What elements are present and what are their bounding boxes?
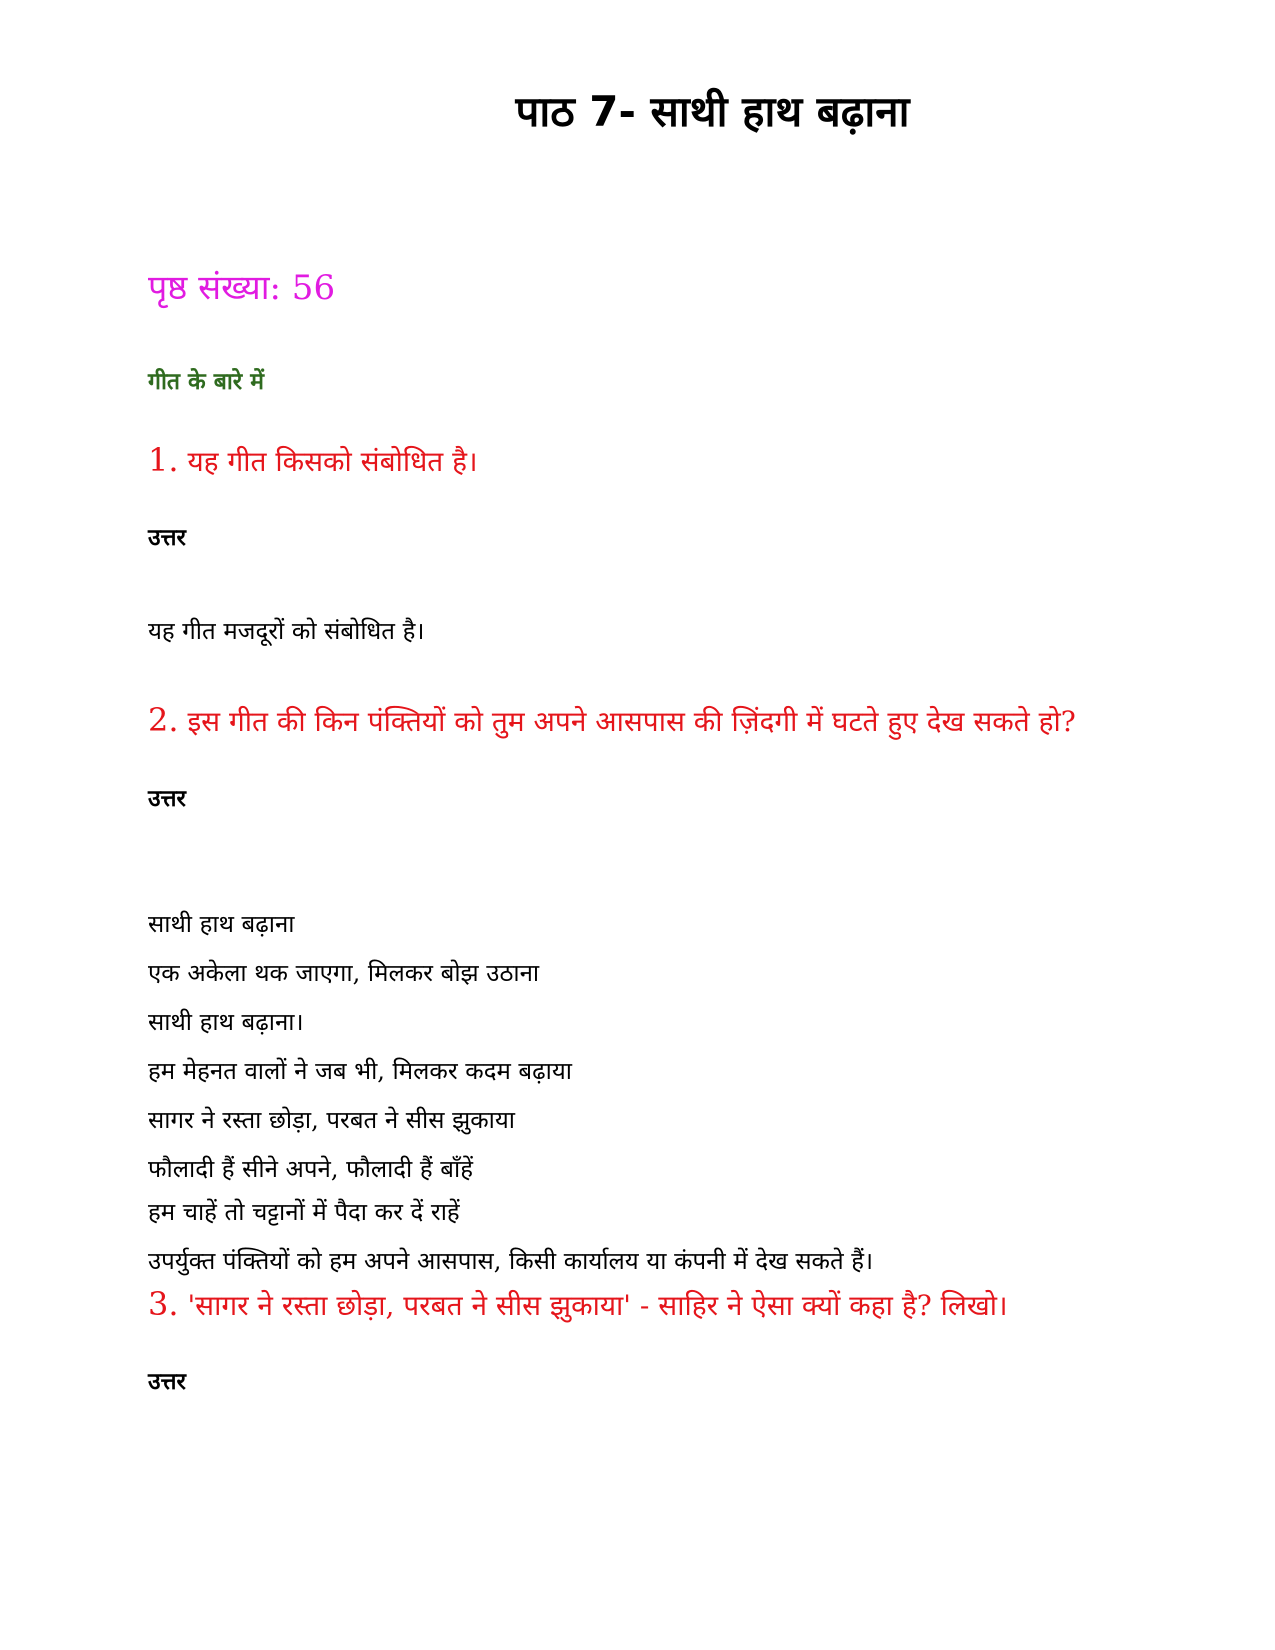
question-2-text: इस गीत की किन पंक्तियों को तुम अपने आसपास की ज़िंदगी में घटते हुए देख सकते हो? bbox=[187, 705, 1076, 738]
page-number: पृष्ठ संख्या: 56 bbox=[148, 268, 336, 308]
answer-2-line: साथी हाथ बढ़ाना bbox=[148, 910, 295, 938]
section-heading: गीत के बारे में bbox=[148, 368, 264, 395]
question-3-text: 'सागर ने रस्ता छोड़ा, परबत ने सीस झुकाया' - साहिर ने ऐसा क्यों कहा है? लिखो। bbox=[187, 1289, 1008, 1322]
answer-2-line: हम मेहनत वालों ने जब भी, मिलकर कदम बढ़ाया bbox=[148, 1057, 573, 1085]
answer-2-line: हम चाहें तो चट्टानों में पैदा कर दें राहें bbox=[148, 1198, 460, 1226]
answer-1-label: उत्तर bbox=[148, 524, 186, 551]
question-3-number: 3. bbox=[148, 1285, 179, 1323]
answer-2-label: उत्तर bbox=[148, 785, 186, 812]
answer-3-label: उत्तर bbox=[148, 1368, 186, 1395]
question-3 bbox=[148, 1284, 1008, 1326]
answer-2-line: साथी हाथ बढ़ाना। bbox=[148, 1008, 304, 1036]
answer-2-line: सागर ने रस्ता छोड़ा, परबत ने सीस झुकाया bbox=[148, 1106, 516, 1134]
answer-2-line: फौलादी हैं सीने अपने, फौलादी हैं बाँहें bbox=[148, 1155, 473, 1183]
answer-2-lines bbox=[148, 904, 873, 1290]
answer-2-line: उपर्युक्त पंक्तियों को हम अपने आसपास, किसी कार्यालय या कंपनी में देख सकते हैं। bbox=[148, 1247, 874, 1275]
answer-2-line: एक अकेला थक जाएगा, मिलकर बोझ उठाना bbox=[148, 959, 540, 987]
answer-1-text: यह गीत मजदूरों को संबोधित है। bbox=[148, 617, 425, 645]
question-2-number: 2. bbox=[148, 701, 179, 739]
lesson-title: पाठ 7- साथी हाथ बढ़ाना bbox=[515, 87, 910, 136]
question-1-number: 1. bbox=[148, 441, 179, 479]
question-1-text: यह गीत किसको संबोधित है। bbox=[187, 445, 478, 478]
question-1 bbox=[148, 440, 478, 482]
question-2 bbox=[148, 700, 1076, 742]
